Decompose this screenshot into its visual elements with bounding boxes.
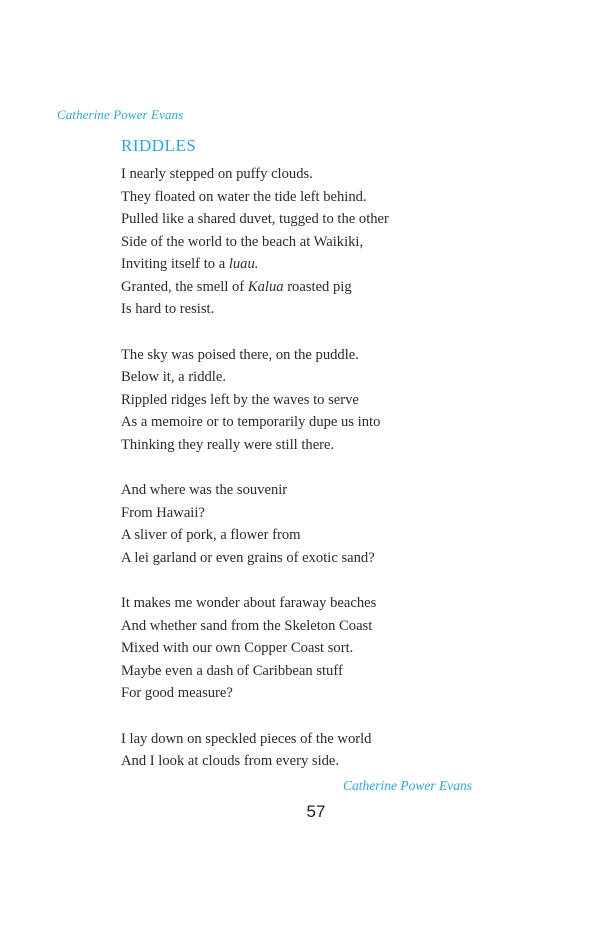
poem-line: A lei garland or even grains of exotic sand? (121, 549, 375, 566)
page-number: 57 (306, 802, 326, 821)
poem-line: Below it, a riddle. (121, 369, 226, 385)
poem-line: And where was the souvenir (121, 482, 288, 498)
poem-line: Side of the world to the beach at Waikiki, (121, 233, 364, 250)
poem-line: I nearly stepped on puffy clouds. (121, 166, 313, 182)
poem-line-italic: Kalua (247, 278, 284, 295)
poem-line: For good measure? (121, 685, 233, 701)
poem-line-text: Granted, the smell of (121, 278, 248, 295)
poem-line: Is hard to resist. (121, 301, 215, 317)
poem-line-text: roasted pig (283, 278, 352, 295)
poem-line: As a memoire or to temporarily dupe us into (121, 414, 381, 430)
poem-line: And whether sand from the Skeleton Coast (121, 617, 373, 634)
poem-line: And I look at clouds from every side. (121, 753, 340, 769)
poem-line: Mixed with our own Copper Coast sort. (121, 640, 354, 656)
poem-line: They floated on water the tide left behind. (121, 188, 367, 205)
poem-line-italic: luau. (228, 256, 259, 272)
poem-line: A sliver of pork, a flower from (121, 527, 301, 543)
stanza-1 (121, 163, 501, 321)
poem-body (121, 163, 501, 796)
poem-line: Maybe even a dash of Caribbean stuff (121, 662, 343, 679)
poem-title: RIDDLES (121, 136, 197, 155)
poem-line (121, 276, 501, 299)
poem-line: Thinking they really were still there. (121, 436, 335, 453)
stanza-2 (121, 344, 501, 457)
running-head-author: Catherine Power Evans (57, 107, 184, 122)
poem-line-text: Inviting itself to a (121, 256, 229, 272)
stanza-3 (121, 479, 501, 569)
poem-line: The sky was poised there, on the puddle. (121, 346, 359, 363)
poem-line: I lay down on speckled pieces of the world (121, 730, 372, 747)
poem-line: Pulled like a shared duvet, tugged to the other (121, 211, 389, 227)
stanza-5 (121, 728, 501, 773)
poem-line: It makes me wonder about faraway beaches (121, 595, 377, 611)
poem-signature: Catherine Power Evans (343, 778, 472, 793)
poem-line: From Hawaii? (121, 504, 205, 521)
stanza-4 (121, 592, 501, 705)
poem-line (121, 253, 501, 276)
poem-line: Rippled ridges left by the waves to serve (121, 391, 359, 408)
